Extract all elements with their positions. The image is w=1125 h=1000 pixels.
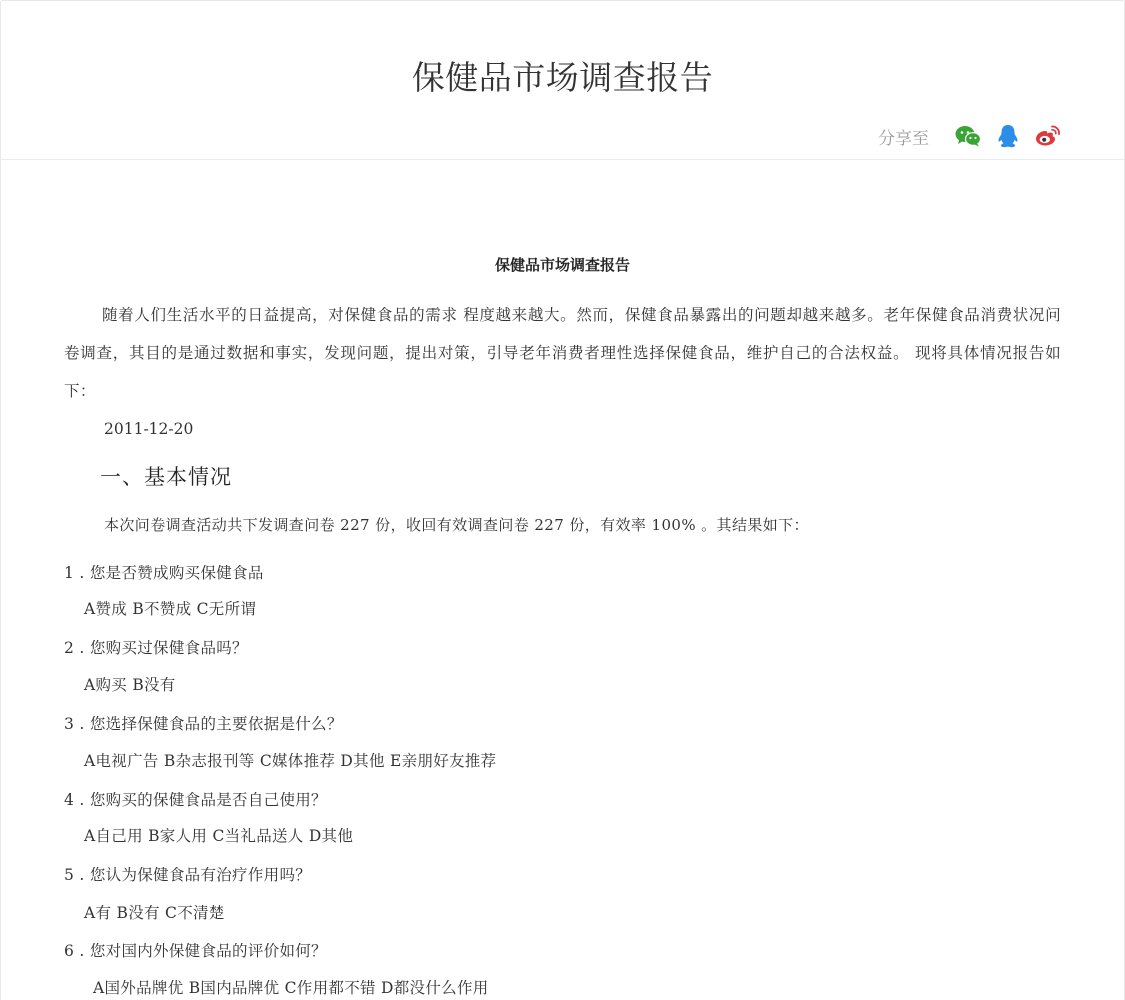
intro-paragraph: 随着人们生活水平的日益提高，对保健食品的需求 程度越来越大。然而，保健食品暴露出的问题却越来越多。老年保健食品消费状况问卷调查，其目的是通过数据和事实，发现问题，提出对策，引导老年消费者理性选择保健食品，维护自己的合法权益。 现将具体情况报告如下： xyxy=(64,306,1061,400)
answer-options-2: A购买 B没有 xyxy=(84,676,176,694)
answer-options-4: A自己用 B家人用 C当礼品送人 D其他 xyxy=(84,827,354,845)
share-qq-button[interactable] xyxy=(993,121,1023,151)
answer-options-5: A有 B没有 C不清楚 xyxy=(84,904,225,922)
question-4: 4 . 您购买的保健食品是否自己使用？ xyxy=(64,791,327,809)
weibo-icon xyxy=(1035,125,1061,147)
question-6: 6 . 您对国内外保健食品的评价如何？ xyxy=(64,942,327,960)
document-title: 保健品市场调查报告 xyxy=(494,256,630,274)
share-label: 分享至 xyxy=(878,128,929,149)
question-5: 5 . 您认为保健食品有治疗作用吗？ xyxy=(64,866,312,884)
share-weibo-button[interactable] xyxy=(1033,121,1063,151)
answer-options-6: A国外品牌优 B国内品牌优 C作用都不错 D都没什么作用 xyxy=(93,979,489,997)
answer-options-3: A电视广告 B杂志报刊等 C媒体推荐 D其他 E亲朋好友推荐 xyxy=(84,752,497,770)
page-title: 保健品市场调查报告 xyxy=(411,58,714,97)
section-heading: 一、基本情况 xyxy=(100,465,232,489)
qq-icon xyxy=(997,124,1019,148)
question-2: 2 . 您购买过保健食品吗？ xyxy=(64,639,248,657)
share-wechat-button[interactable] xyxy=(953,121,983,151)
share-bar xyxy=(878,121,1063,151)
survey-summary: 本次问卷调查活动共下发调查问卷 227 份，收回有效调查问卷 227 份，有效率 100% 。其结果如下： xyxy=(104,516,809,534)
answer-options-1: A赞成 B不赞成 C无所谓 xyxy=(84,600,257,618)
question-1: 1 . 您是否赞成购买保健食品 xyxy=(64,564,264,582)
article-header xyxy=(0,0,1125,160)
question-3: 3 . 您选择保健食品的主要依据是什么？ xyxy=(64,715,343,733)
wechat-icon xyxy=(955,125,981,147)
report-date: 2011-12-20 xyxy=(104,420,194,438)
